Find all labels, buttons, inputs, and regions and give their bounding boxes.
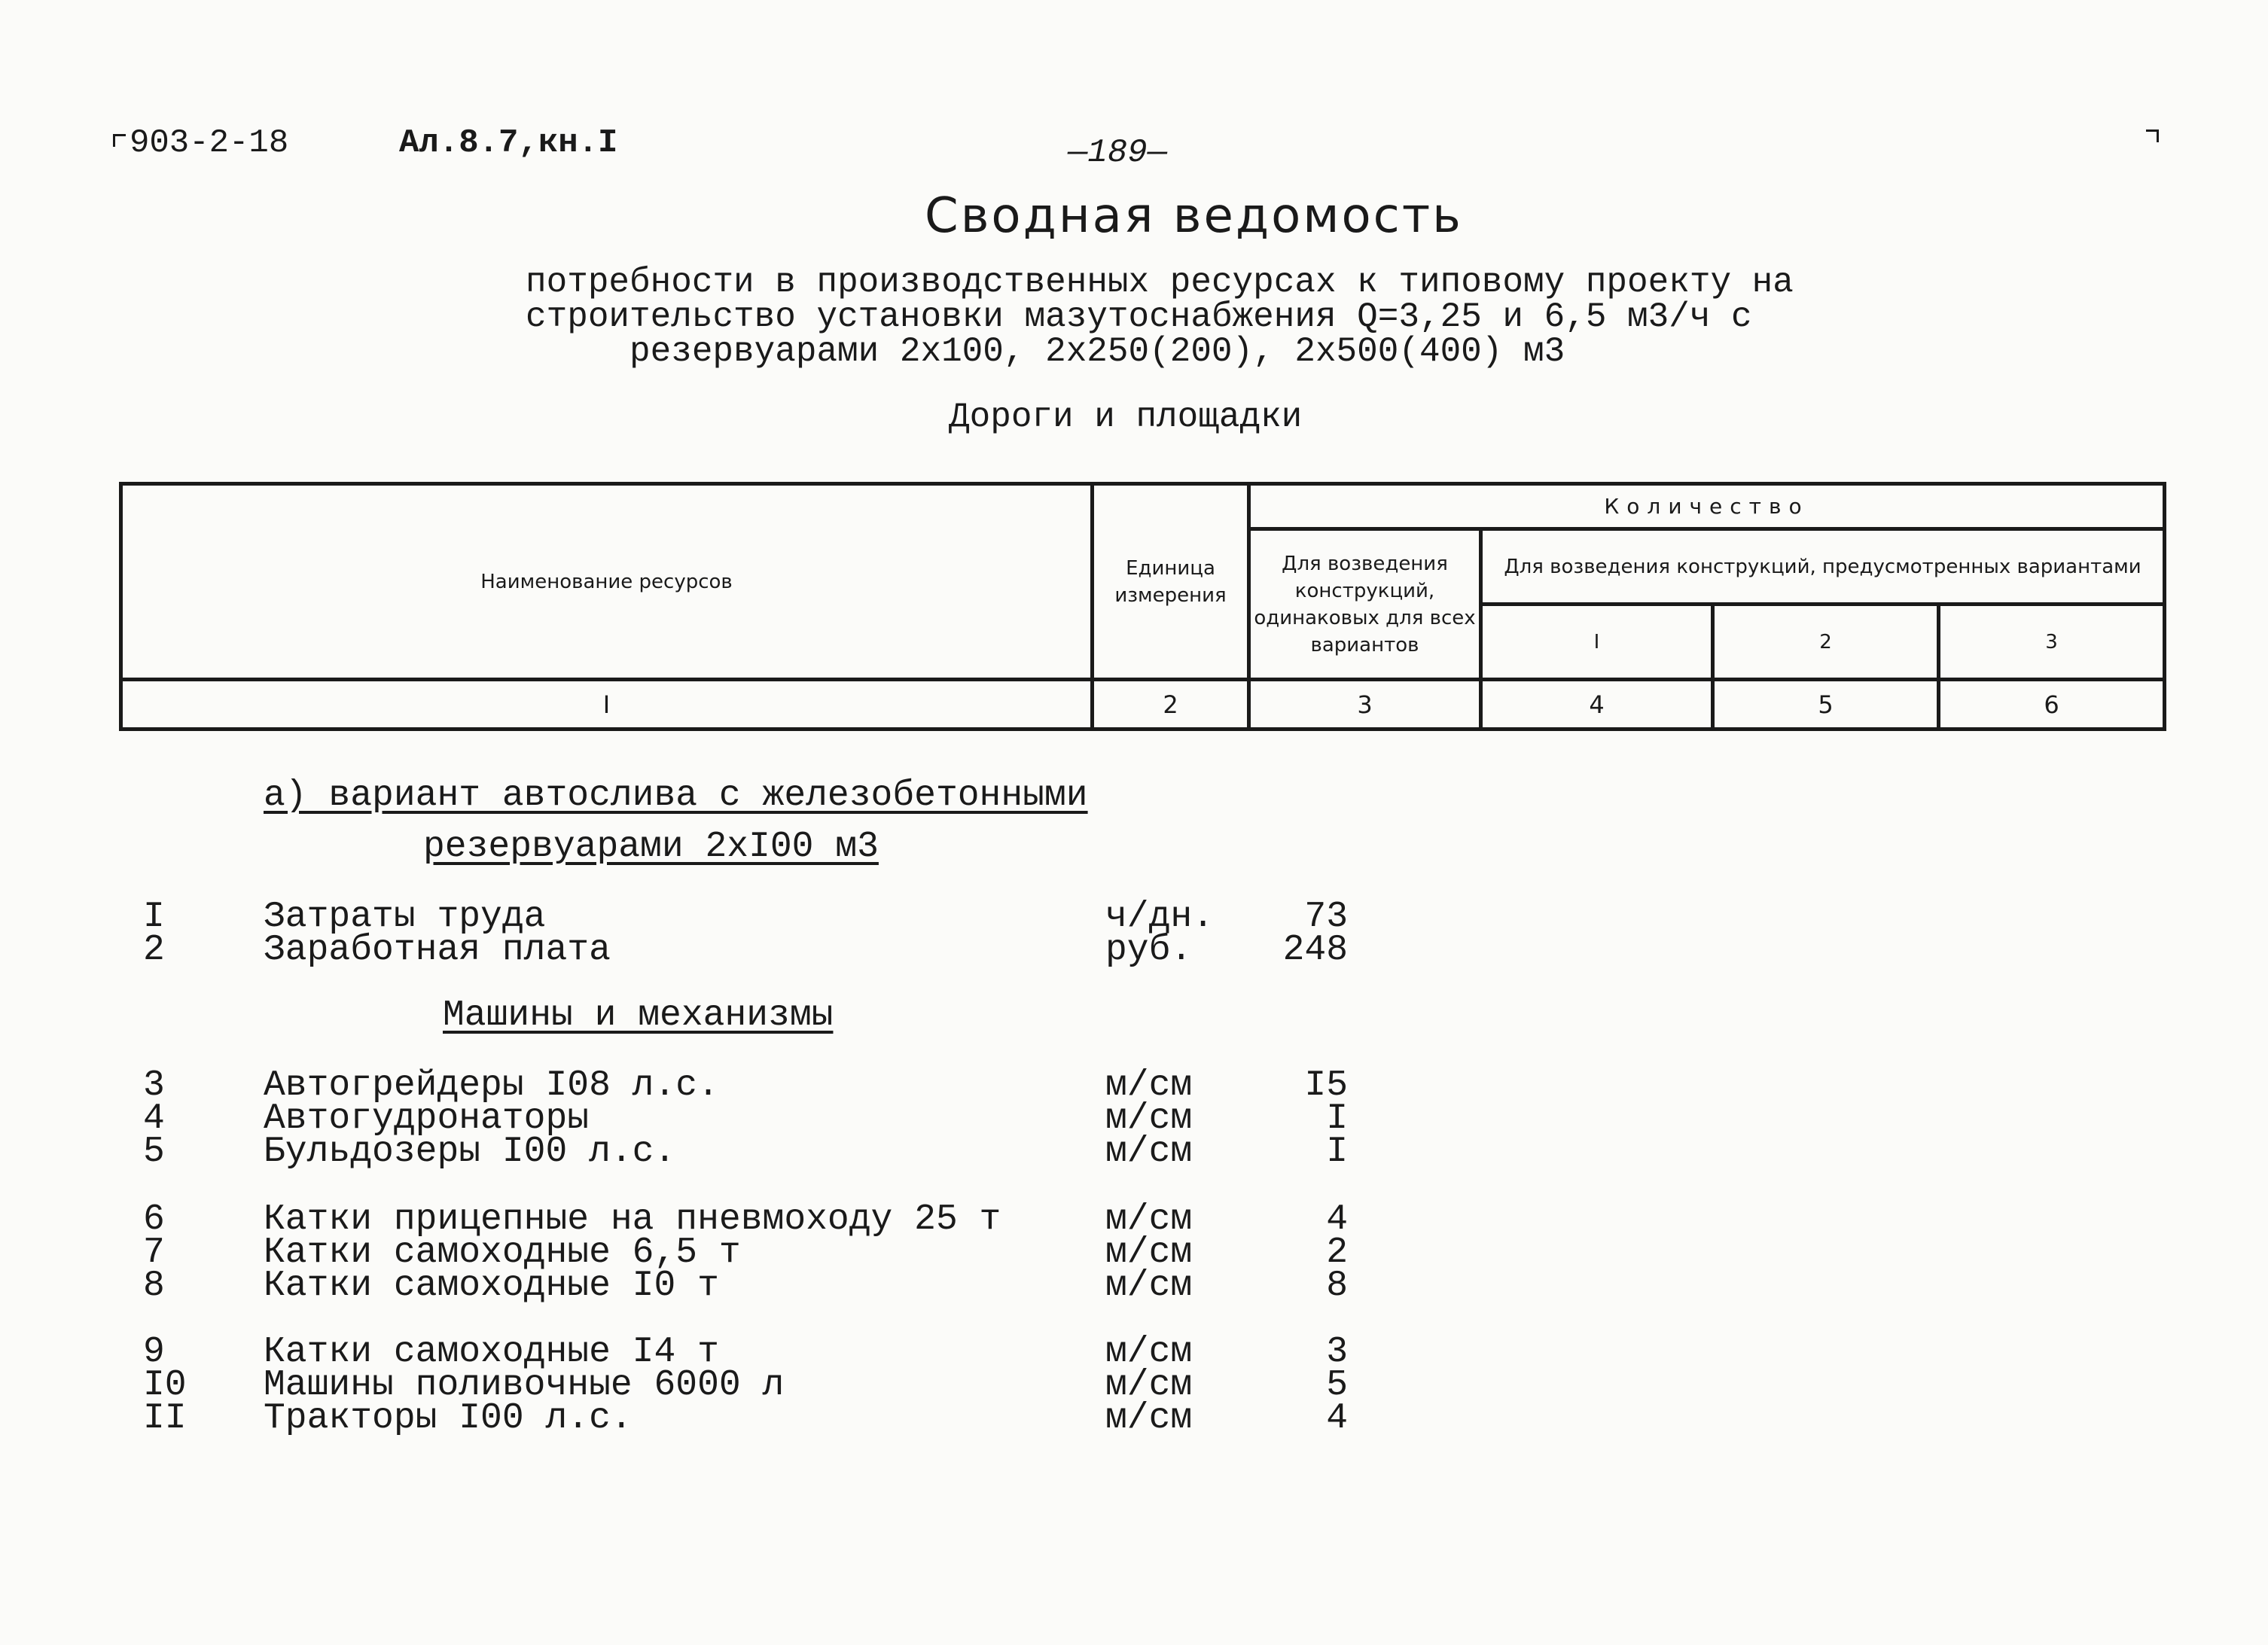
resource-unit: руб. [1105, 930, 1193, 970]
resource-name: Затраты труда [264, 897, 546, 937]
resource-unit: ч/дн. [1105, 897, 1215, 937]
resource-quantity: 73 [1304, 897, 1348, 937]
resource-name: Автогрейдеры I08 л.с. [264, 1065, 719, 1106]
resource-name: Бульдозеры I00 л.с. [264, 1132, 676, 1172]
column-number: 6 [1939, 680, 2165, 730]
resources-table-header [119, 482, 2166, 731]
resource-quantity: 8 [1326, 1266, 1348, 1306]
subtitle-line-2: строительство установки мазутоснабжения Q=3,25 и 6,5 м3/ч с [526, 297, 1752, 337]
resource-quantity: I5 [1304, 1065, 1348, 1106]
column-number: 2 [1093, 680, 1249, 730]
resource-quantity: 4 [1326, 1398, 1348, 1439]
corner-mark-left [113, 134, 126, 147]
row-number: 5 [143, 1132, 165, 1172]
resource-name: Катки самоходные 6,5 т [264, 1232, 741, 1273]
resource-quantity: 3 [1326, 1332, 1348, 1372]
resource-quantity: 4 [1326, 1199, 1348, 1240]
column-number: I [121, 680, 1093, 730]
row-number: 6 [143, 1199, 165, 1240]
variant-1-header: I [1481, 605, 1713, 680]
page-number: —189— [1068, 134, 1168, 172]
resource-quantity: 5 [1326, 1365, 1348, 1406]
column-number: 5 [1713, 680, 1939, 730]
row-number: 9 [143, 1332, 165, 1372]
variant-3-header: 3 [1939, 605, 2165, 680]
subtitle-line-3: резервуарами 2х100, 2х250(200), 2х500(400) м3 [629, 332, 1565, 371]
col-header-unit: Единица измерения [1093, 484, 1249, 680]
resource-unit: м/см [1105, 1365, 1193, 1406]
variant-a-title-line-2: резервуарами 2хI00 м3 [423, 827, 879, 867]
variant-2-header: 2 [1713, 605, 1939, 680]
section-title: Дороги и площадки [949, 398, 1303, 437]
row-number: I [143, 897, 165, 937]
row-number: 3 [143, 1065, 165, 1106]
row-number: 8 [143, 1266, 165, 1306]
variant-a-title-line-1: а) вариант автослива с железобетонными [264, 775, 1088, 816]
document-title: Сводная ведомость [925, 188, 1463, 244]
resource-unit: м/см [1105, 1398, 1193, 1439]
column-number: 4 [1481, 680, 1713, 730]
resource-quantity: I [1326, 1132, 1348, 1172]
doc-code: 903-2-18 [130, 124, 289, 162]
resource-name: Катки самоходные I0 т [264, 1266, 719, 1306]
resource-unit: м/см [1105, 1199, 1193, 1240]
resource-name: Автогудронаторы [264, 1098, 590, 1139]
col-header-quantity: Количество [1249, 484, 2165, 529]
row-number: II [143, 1398, 187, 1439]
row-number: 4 [143, 1098, 165, 1139]
col-header-same-for-all: Для возведения конструкций, одинаковых для всех вариантов [1249, 529, 1481, 680]
resource-name: Тракторы I00 л.с. [264, 1398, 633, 1439]
album-reference: Ал.8.7,кн.I [399, 124, 618, 162]
resource-unit: м/см [1105, 1232, 1193, 1273]
row-number: I0 [143, 1365, 187, 1406]
resource-unit: м/см [1105, 1266, 1193, 1306]
resource-unit: м/см [1105, 1098, 1193, 1139]
corner-mark-right [2146, 129, 2159, 142]
subtitle-line-1: потребности в производственных ресурсах к типовому проекту на [526, 263, 1794, 302]
resource-quantity: 2 [1326, 1232, 1348, 1273]
resource-unit: м/см [1105, 1132, 1193, 1172]
resource-unit: м/см [1105, 1332, 1193, 1372]
machines-heading: Машины и механизмы [443, 995, 834, 1036]
col-header-by-variants: Для возведения конструкций, предусмотренных вариантами [1481, 529, 2165, 605]
resource-name: Катки прицепные на пневмоходу 25 т [264, 1199, 1001, 1240]
column-number: 3 [1249, 680, 1481, 730]
resource-quantity: I [1326, 1098, 1348, 1139]
row-number: 7 [143, 1232, 165, 1273]
resource-name: Катки самоходные I4 т [264, 1332, 719, 1372]
resource-name: Машины поливочные 6000 л [264, 1365, 785, 1406]
resource-quantity: 248 [1282, 930, 1348, 970]
resource-unit: м/см [1105, 1065, 1193, 1106]
row-number: 2 [143, 930, 165, 970]
resource-name: Заработная плата [264, 930, 611, 970]
col-header-name: Наименование ресурсов [121, 484, 1093, 680]
